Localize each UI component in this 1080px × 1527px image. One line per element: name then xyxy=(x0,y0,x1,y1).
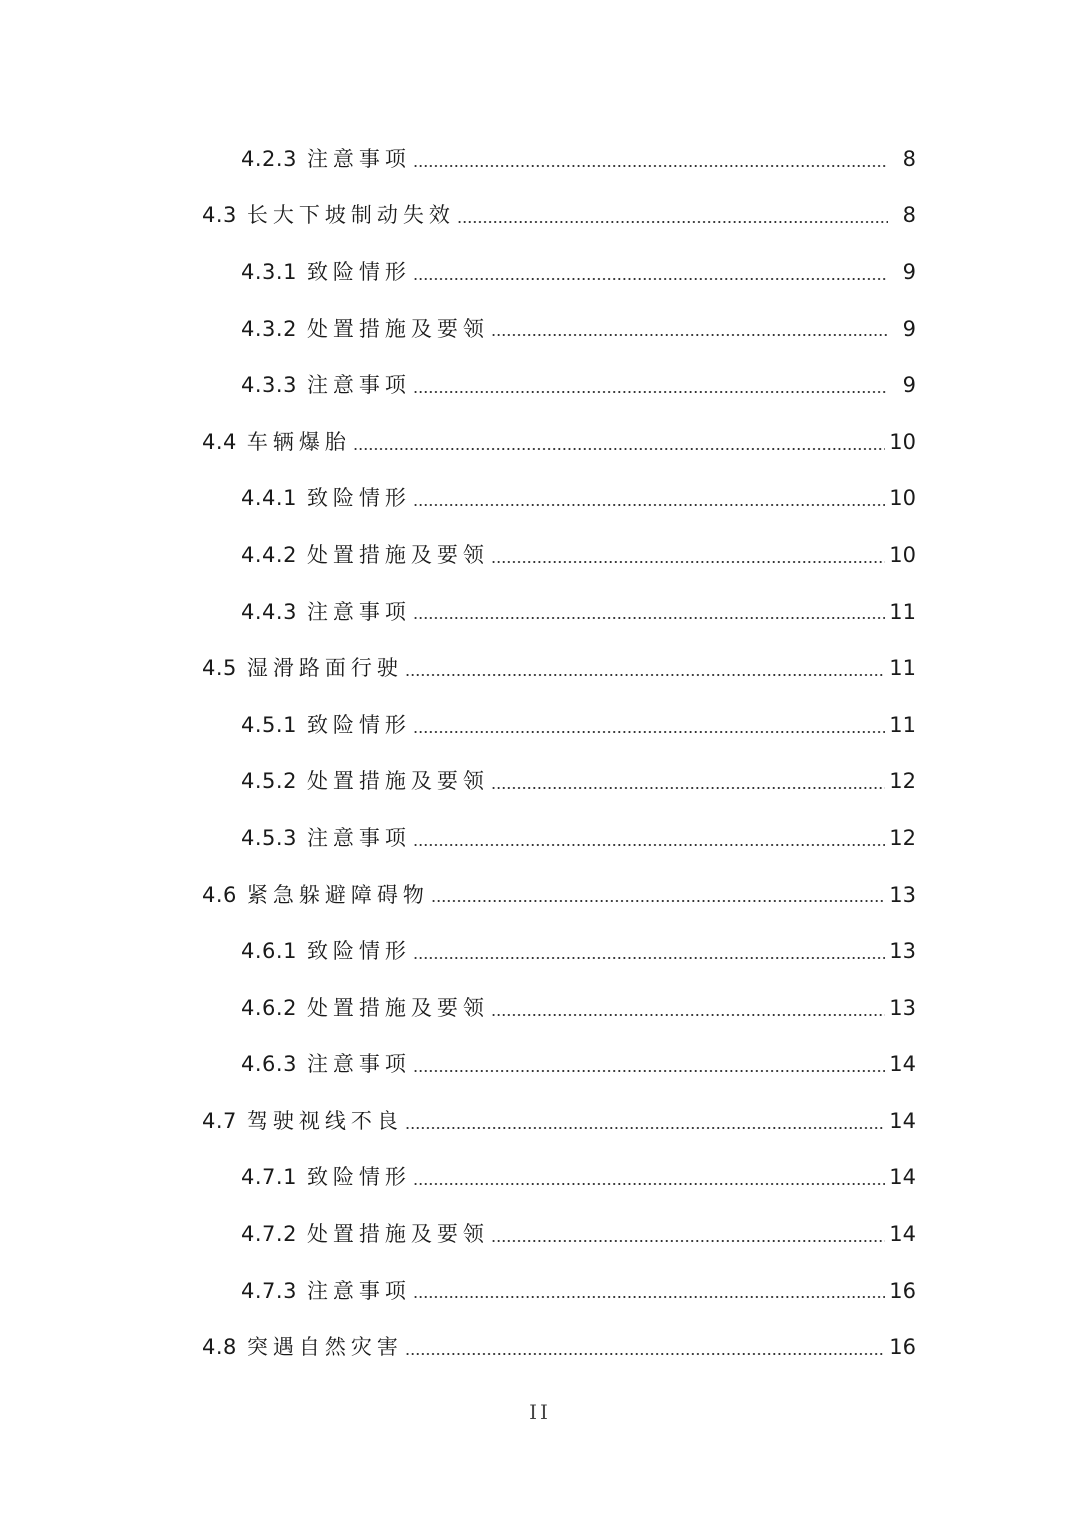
toc-entry-page: 14 xyxy=(889,1222,916,1247)
toc-entry[interactable] xyxy=(0,301,1080,358)
toc-dot-leader xyxy=(413,842,885,848)
toc-entry[interactable] xyxy=(0,357,1080,414)
toc-entry-number: 4.4 xyxy=(202,429,237,454)
toc-dot-leader xyxy=(491,1012,885,1018)
toc-dot-leader xyxy=(353,446,885,452)
toc-entry-page: 11 xyxy=(889,712,916,737)
toc-entry-number: 4.4.1 xyxy=(241,486,297,511)
toc-entry-page: 16 xyxy=(889,1278,916,1303)
toc-entry[interactable] xyxy=(0,867,1080,924)
toc-entry-page: 12 xyxy=(889,825,916,850)
toc-entry-title: 长大下坡制动失效 xyxy=(246,203,455,228)
toc-entry-number: 4.5.3 xyxy=(241,825,297,850)
toc-entry[interactable] xyxy=(0,754,1080,811)
toc-entry-title: 致险情形 xyxy=(306,712,411,737)
toc-entry-title: 注意事项 xyxy=(306,373,411,398)
toc-entry-title: 处置措施及要领 xyxy=(306,316,489,341)
toc-dot-leader xyxy=(413,955,885,961)
toc-dot-leader xyxy=(413,389,888,395)
toc-entry-number: 4.7 xyxy=(202,1108,237,1133)
toc-entry-title: 注意事项 xyxy=(306,599,411,624)
toc-dot-leader xyxy=(405,1351,885,1357)
toc-entry-page: 8 xyxy=(902,203,916,228)
toc-entry-title: 处置措施及要领 xyxy=(306,995,489,1020)
toc-entry-page: 14 xyxy=(889,1165,916,1190)
toc-dot-leader xyxy=(431,898,885,904)
toc-entry-title: 致险情形 xyxy=(306,486,411,511)
toc-entry-page: 13 xyxy=(889,939,916,964)
toc-dot-leader xyxy=(413,615,885,621)
toc-dot-leader xyxy=(457,219,888,225)
toc-entry-title: 注意事项 xyxy=(306,1052,411,1077)
toc-dot-leader xyxy=(413,729,885,735)
toc-entry[interactable] xyxy=(0,1037,1080,1094)
toc-dot-leader xyxy=(413,163,888,169)
toc-dot-leader xyxy=(413,1294,885,1300)
toc-entry-number: 4.3.3 xyxy=(241,373,297,398)
toc-entry-title: 注意事项 xyxy=(306,1278,411,1303)
toc-entry[interactable] xyxy=(0,1150,1080,1207)
toc-dot-leader xyxy=(491,559,885,565)
toc-entry-number: 4.3 xyxy=(202,203,237,228)
table-of-contents xyxy=(0,131,1080,1376)
toc-dot-leader xyxy=(405,1125,885,1131)
toc-entry[interactable] xyxy=(0,131,1080,188)
toc-entry-number: 4.6.2 xyxy=(241,995,297,1020)
toc-entry-number: 4.7.2 xyxy=(241,1222,297,1247)
toc-entry-page: 13 xyxy=(889,882,916,907)
toc-entry-number: 4.3.1 xyxy=(241,259,297,284)
toc-dot-leader xyxy=(413,1068,885,1074)
toc-dot-leader xyxy=(491,332,888,338)
toc-entry-title: 湿滑路面行驶 xyxy=(246,656,403,681)
toc-entry-page: 16 xyxy=(889,1335,916,1360)
page-number: II xyxy=(529,1400,551,1424)
toc-entry-page: 11 xyxy=(889,656,916,681)
toc-entry-page: 10 xyxy=(889,542,916,567)
toc-entry-number: 4.6.1 xyxy=(241,939,297,964)
toc-entry[interactable] xyxy=(0,527,1080,584)
toc-entry-number: 4.5.2 xyxy=(241,769,297,794)
toc-entry[interactable] xyxy=(0,697,1080,754)
toc-entry[interactable] xyxy=(0,1093,1080,1150)
toc-entry-page: 9 xyxy=(902,373,916,398)
toc-entry-number: 4.7.3 xyxy=(241,1278,297,1303)
toc-entry-title: 处置措施及要领 xyxy=(306,542,489,567)
toc-entry[interactable] xyxy=(0,923,1080,980)
toc-entry-page: 8 xyxy=(902,146,916,171)
toc-entry[interactable] xyxy=(0,471,1080,528)
toc-entry-page: 11 xyxy=(889,599,916,624)
toc-entry-title: 突遇自然灾害 xyxy=(246,1335,403,1360)
toc-entry-title: 处置措施及要领 xyxy=(306,769,489,794)
toc-entry-page: 14 xyxy=(889,1108,916,1133)
toc-entry[interactable] xyxy=(0,640,1080,697)
toc-entry-page: 9 xyxy=(902,259,916,284)
toc-entry-number: 4.7.1 xyxy=(241,1165,297,1190)
toc-entry-title: 处置措施及要领 xyxy=(306,1222,489,1247)
toc-entry-title: 车辆爆胎 xyxy=(246,429,351,454)
toc-entry-title: 致险情形 xyxy=(306,259,411,284)
toc-entry-page: 12 xyxy=(889,769,916,794)
toc-entry-number: 4.5 xyxy=(202,656,237,681)
toc-entry[interactable] xyxy=(0,188,1080,245)
toc-entry[interactable] xyxy=(0,244,1080,301)
toc-entry-number: 4.4.2 xyxy=(241,542,297,567)
toc-entry[interactable] xyxy=(0,1206,1080,1263)
toc-entry-title: 致险情形 xyxy=(306,939,411,964)
toc-entry-page: 13 xyxy=(889,995,916,1020)
toc-entry-number: 4.6 xyxy=(202,882,237,907)
toc-entry-number: 4.6.3 xyxy=(241,1052,297,1077)
toc-dot-leader xyxy=(413,502,885,508)
toc-entry-number: 4.8 xyxy=(202,1335,237,1360)
toc-entry-title: 紧急躲避障碍物 xyxy=(246,882,429,907)
toc-entry[interactable] xyxy=(0,1263,1080,1320)
toc-dot-leader xyxy=(491,785,885,791)
toc-dot-leader xyxy=(405,672,885,678)
toc-entry[interactable] xyxy=(0,980,1080,1037)
toc-entry-title: 注意事项 xyxy=(306,825,411,850)
toc-entry[interactable] xyxy=(0,810,1080,867)
toc-dot-leader xyxy=(413,1181,885,1187)
toc-dot-leader xyxy=(413,276,888,282)
toc-entry-title: 驾驶视线不良 xyxy=(246,1108,403,1133)
toc-dot-leader xyxy=(491,1238,885,1244)
toc-entry-page: 10 xyxy=(889,486,916,511)
toc-entry[interactable] xyxy=(0,584,1080,641)
toc-entry-number: 4.3.2 xyxy=(241,316,297,341)
toc-entry-title: 致险情形 xyxy=(306,1165,411,1190)
toc-entry-page: 9 xyxy=(902,316,916,341)
toc-entry-title: 注意事项 xyxy=(306,146,411,171)
toc-entry[interactable] xyxy=(0,1319,1080,1376)
toc-entry-page: 14 xyxy=(889,1052,916,1077)
toc-entry-number: 4.5.1 xyxy=(241,712,297,737)
toc-entry-number: 4.2.3 xyxy=(241,146,297,171)
toc-entry-number: 4.4.3 xyxy=(241,599,297,624)
toc-entry-page: 10 xyxy=(889,429,916,454)
toc-entry[interactable] xyxy=(0,414,1080,471)
